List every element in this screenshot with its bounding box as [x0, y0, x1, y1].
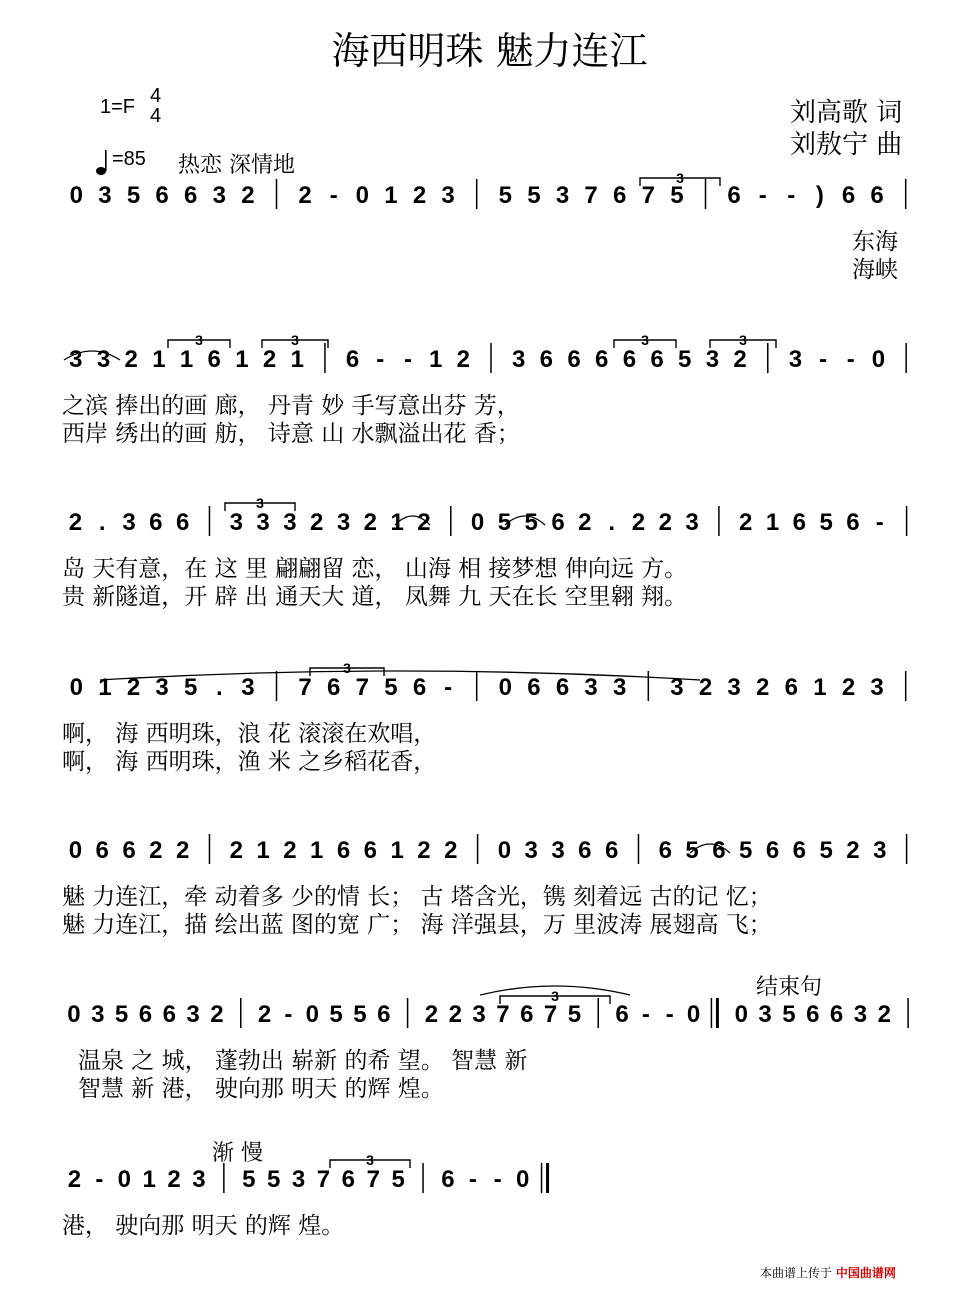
note: 5 [384, 674, 398, 701]
note: - [493, 1166, 502, 1193]
note: 3 [69, 346, 83, 373]
note: 1 [390, 509, 404, 536]
note: 6 [539, 346, 554, 373]
note: 3 [283, 509, 297, 536]
expression-marking: 热恋 深情地 [178, 153, 295, 178]
triplet-number: 3 [551, 988, 559, 1004]
note: 0 [871, 346, 886, 373]
note: - [641, 1001, 650, 1028]
note: 2 [733, 346, 747, 373]
note: 6 [595, 346, 609, 373]
note: 3 [670, 674, 684, 701]
note: 0 [497, 837, 512, 864]
note: . [215, 674, 223, 701]
composer-credit: 刘敖宁 曲 [790, 130, 903, 160]
note: 5 [498, 182, 512, 209]
note: 0 [734, 1001, 748, 1028]
note: 6 [441, 1166, 455, 1193]
lyric-line: 魅 力连江，描 绘出蓝 图的宽 广； 海 洋强县，万 里波涛 展翅高 飞； [62, 912, 772, 938]
note: 5 [819, 837, 833, 864]
note: 6 [122, 837, 136, 864]
note: 1 [256, 837, 270, 864]
note: 3 [584, 674, 598, 701]
note: 2 [257, 1001, 272, 1028]
lyric-line: 西岸 绣出的画 舫， 诗意 山 水飘溢出花 香； [62, 421, 520, 447]
note: 6 [527, 674, 541, 701]
note: 7 [496, 1001, 510, 1028]
note: 2 [124, 346, 138, 373]
note: 6 [841, 182, 856, 209]
note: - [875, 509, 884, 536]
note: 3 [229, 509, 243, 536]
note: - [665, 1001, 674, 1028]
note: 3 [853, 1001, 868, 1028]
note: 6 [95, 837, 109, 864]
note: 5 [567, 1001, 582, 1028]
note: 2 [68, 509, 83, 536]
note: 5 [242, 1166, 256, 1193]
note: 3 [241, 674, 255, 701]
note: 3 [192, 1166, 206, 1193]
note: 6 [727, 182, 741, 209]
note: . [608, 509, 615, 536]
note: 2 [210, 1001, 224, 1028]
note: 1 [235, 346, 249, 373]
note: 6 [341, 1166, 356, 1193]
note: 2 [241, 182, 255, 209]
note: 3 [685, 509, 699, 536]
note: 6 [604, 837, 619, 864]
triplet-number: 3 [676, 170, 684, 186]
triplet-number: 3 [366, 1152, 374, 1168]
note: 7 [641, 182, 655, 209]
note: - [819, 346, 828, 373]
footer-site: 中国曲谱网 [835, 1266, 896, 1280]
note: 2 [310, 509, 324, 536]
note: - [284, 1001, 293, 1028]
note: 1 [142, 1166, 156, 1193]
triplet-number: 3 [291, 332, 299, 348]
triplet-number: 3 [195, 332, 203, 348]
lyric-line: 港， 驶向那 明天 的辉 煌。 [62, 1213, 345, 1239]
note: 5 [782, 1001, 796, 1028]
note: 1 [179, 346, 194, 373]
lyricist-credit: 刘高歌 词 [790, 98, 903, 128]
tempo-marking: =85 [112, 148, 146, 170]
note: 2 [658, 509, 672, 536]
note: - [376, 346, 385, 373]
note: 7 [316, 1166, 331, 1193]
note: 3 [256, 509, 270, 536]
note: 6 [336, 837, 351, 864]
note: 7 [584, 182, 598, 209]
note: 2 [417, 837, 431, 864]
note: - [468, 1166, 477, 1193]
note: 0 [470, 509, 485, 536]
note: 5 [497, 509, 512, 536]
note: 6 [712, 837, 726, 864]
note: 6 [765, 837, 780, 864]
lyric-line: 智慧 新 港， 驶向那 明天 的辉 煌。 [78, 1076, 444, 1102]
note: 5 [819, 509, 833, 536]
note: 0 [117, 1166, 131, 1193]
note: 0 [69, 674, 83, 701]
note: 3 [727, 674, 741, 701]
note: 3 [291, 1166, 306, 1193]
note: 2 [578, 509, 592, 536]
note: 3 [870, 674, 884, 701]
footer-prefix: 本曲谱上传于 [760, 1266, 833, 1280]
note: 6 [846, 509, 860, 536]
note: 0 [686, 1001, 701, 1028]
note: 6 [650, 346, 664, 373]
note: 6 [615, 1001, 629, 1028]
note: 6 [578, 837, 592, 864]
lyric-line: 岛 天有意，在 这 里 翩翩留 恋， 山海 相 接梦想 伸向远 方。 [62, 556, 688, 582]
rit-mark: 渐 慢 [212, 1141, 263, 1166]
note: 3 [555, 182, 570, 209]
note: 7 [298, 674, 312, 701]
note: 2 [363, 509, 378, 536]
note: 6 [138, 1001, 153, 1028]
note: 2 [877, 1001, 891, 1028]
note: 2 [846, 837, 860, 864]
note: 5 [353, 1001, 367, 1028]
note: 3 [551, 837, 565, 864]
note: 3 [155, 674, 169, 701]
note: 2 [149, 837, 163, 864]
note: 5 [524, 509, 538, 536]
note: 0 [67, 1001, 81, 1028]
note: 1 [290, 346, 304, 373]
note: 5 [114, 1001, 129, 1028]
note: 1 [765, 509, 780, 536]
note: 6 [162, 1001, 176, 1028]
triplet-number: 3 [641, 332, 649, 348]
note: 6 [149, 509, 163, 536]
note: 2 [126, 674, 141, 701]
lyric-line: 魅 力连江，牵 动着多 少的情 长； 古 塔含光，镌 刻着远 古的记 忆； [62, 884, 772, 910]
note: 6 [377, 1001, 391, 1028]
note: 6 [184, 182, 198, 209]
note: 5 [184, 674, 198, 701]
note: 2 [229, 837, 243, 864]
note: 3 [96, 346, 111, 373]
note: - [95, 1166, 104, 1193]
note: 3 [91, 1001, 105, 1028]
note: 1 [98, 674, 112, 701]
note: ) [815, 182, 824, 209]
note: - [329, 182, 338, 209]
note: 2 [262, 346, 277, 373]
note: 6 [551, 509, 565, 536]
note: 6 [555, 674, 570, 701]
note: 6 [829, 1001, 844, 1028]
note: 2 [448, 1001, 462, 1028]
lyric-line: 海峡 [852, 257, 898, 283]
note: 6 [658, 837, 672, 864]
note: 6 [567, 346, 581, 373]
note: 2 [756, 674, 770, 701]
note: - [846, 346, 855, 373]
note: 1 [428, 346, 443, 373]
note: . [98, 509, 106, 536]
note: 3 [788, 346, 803, 373]
note: 2 [444, 837, 458, 864]
note: 1 [152, 346, 166, 373]
note: 5 [391, 1166, 405, 1193]
note: 5 [329, 1001, 343, 1028]
note: 0 [355, 182, 369, 209]
note: 3 [212, 182, 226, 209]
key-signature: 1=F [100, 96, 136, 118]
note: 6 [784, 674, 798, 701]
note: 5 [126, 182, 141, 209]
note: 3 [122, 509, 136, 536]
note: 6 [792, 837, 807, 864]
note: 3 [186, 1001, 200, 1028]
note: 0 [69, 182, 83, 209]
note: 3 [511, 346, 526, 373]
lyric-line: 温泉 之 城， 蓬勃出 崭新 的希 望。 智慧 新 [78, 1048, 528, 1074]
note: 3 [336, 509, 351, 536]
note: 2 [167, 1166, 181, 1193]
ending-mark: 结束句 [756, 975, 823, 1000]
note: 6 [155, 182, 169, 209]
note: 3 [873, 837, 887, 864]
note: 2 [698, 674, 713, 701]
triplet-number: 3 [739, 332, 747, 348]
note: 2 [631, 509, 646, 536]
note: 6 [327, 674, 341, 701]
time-signature-top: 4 [150, 85, 162, 107]
note: 2 [283, 837, 297, 864]
note: 1 [813, 674, 827, 701]
triplet-number: 3 [343, 660, 351, 676]
note: 3 [441, 182, 455, 209]
note: 0 [515, 1166, 530, 1193]
note: 7 [543, 1001, 558, 1028]
lyric-line: 啊， 海 西明珠，渔 米 之乡稻花香， [62, 749, 437, 775]
note: - [758, 182, 767, 209]
note: 2 [412, 182, 427, 209]
note: 6 [792, 509, 807, 536]
note: - [787, 182, 796, 209]
note: 1 [390, 837, 404, 864]
note: 5 [670, 182, 684, 209]
note: 1 [310, 837, 324, 864]
note: 1 [384, 182, 398, 209]
note: 6 [613, 182, 627, 209]
lyric-line: 之滨 捧出的画 廊， 丹青 妙 手写意出芬 芳， [62, 393, 520, 419]
note: 3 [472, 1001, 486, 1028]
lyric-line: 东海 [852, 229, 898, 255]
lyric-line: 贵 新隧道，开 辟 出 通天大 道， 凤舞 九 天在长 空里翱 翔。 [62, 584, 688, 610]
note: 6 [412, 674, 427, 701]
note: 5 [685, 837, 699, 864]
note: 6 [870, 182, 884, 209]
note: 3 [613, 674, 627, 701]
note: 3 [758, 1001, 772, 1028]
lyric-line: 啊， 海 西明珠，浪 花 滚滚在欢唱， [62, 721, 437, 747]
note: 5 [739, 837, 753, 864]
note: 6 [520, 1001, 534, 1028]
note: 2 [424, 1001, 439, 1028]
footer-credit [760, 1264, 896, 1281]
note: 2 [298, 182, 312, 209]
note: 2 [841, 674, 856, 701]
note: 2 [417, 509, 431, 536]
note: 3 [705, 346, 720, 373]
note: 0 [498, 674, 512, 701]
note: 2 [175, 837, 190, 864]
note: 0 [68, 837, 83, 864]
note: 6 [806, 1001, 820, 1028]
note: 2 [739, 509, 753, 536]
note: 3 [524, 837, 538, 864]
note: 0 [305, 1001, 319, 1028]
note: 6 [363, 837, 378, 864]
note: 6 [207, 346, 221, 373]
note: - [403, 346, 412, 373]
note: 6 [345, 346, 360, 373]
note: 5 [266, 1166, 281, 1193]
page-title: 海西明珠 魅力连江 [331, 29, 648, 73]
note: 2 [456, 346, 471, 373]
note: 6 [175, 509, 190, 536]
triplet-number: 3 [256, 495, 264, 511]
time-signature-bottom: 4 [150, 105, 162, 127]
note: 3 [98, 182, 112, 209]
note: 5 [527, 182, 541, 209]
note: 6 [622, 346, 637, 373]
note: 5 [678, 346, 692, 373]
note: 7 [366, 1166, 380, 1193]
note: 7 [355, 674, 369, 701]
note: - [444, 674, 453, 701]
note: 2 [67, 1166, 82, 1193]
